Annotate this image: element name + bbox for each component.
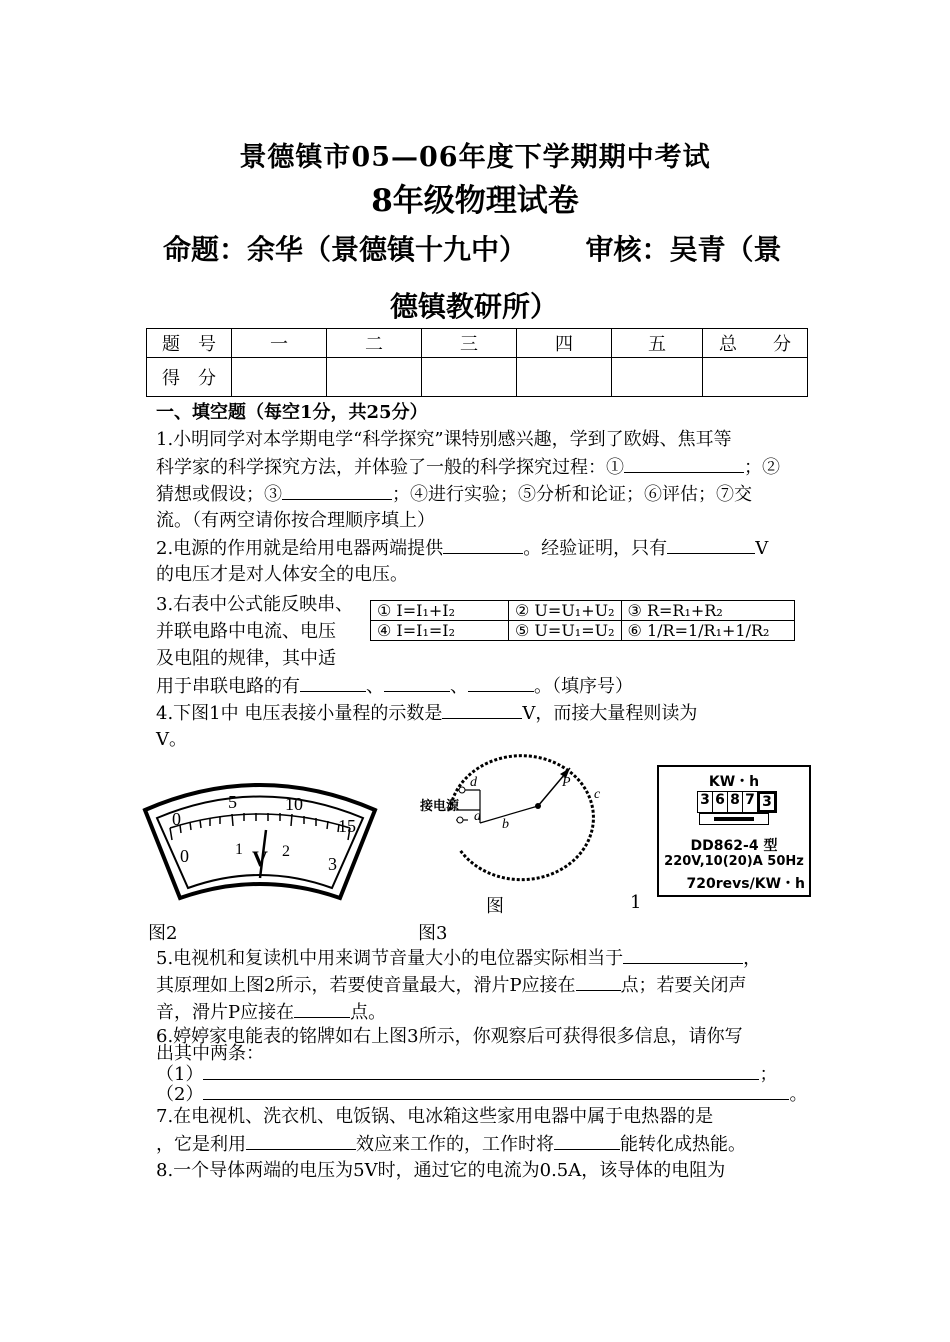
- q3-line2: 并联电路中电流、电压: [156, 621, 336, 642]
- blank[interactable]: [384, 673, 450, 692]
- meter-digit: 3: [698, 792, 713, 812]
- pot-source-label: 接电源: [420, 799, 460, 814]
- text: 音，滑片P应接在: [156, 1002, 295, 1023]
- text: 、: [366, 676, 384, 697]
- text: ；④进行实验；⑤分析和论证；⑥评估；⑦交: [392, 484, 752, 505]
- q8-line1: 8.一个导体两端的电压为5V时，通过它的电流为0.5A，该导体的电阻为: [156, 1160, 726, 1181]
- voltmeter-tick-bottom: 3: [328, 854, 337, 874]
- score-header-cell: 二: [327, 329, 422, 358]
- score-cell[interactable]: [517, 358, 612, 397]
- q6-line2: 出其中两条：: [156, 1043, 264, 1064]
- text: ；: [759, 1064, 778, 1085]
- score-cell[interactable]: [422, 358, 517, 397]
- exam-title: 景德镇市05—06年度下学期期中考试: [239, 142, 711, 173]
- pot-label: b: [502, 817, 509, 832]
- text: 2.电源的作用就是给用电器两端提供: [156, 538, 444, 559]
- q1-line4: 流。（有两空请你按合理顺序填上）: [156, 510, 435, 531]
- meter-digit: 8: [728, 792, 743, 812]
- blank[interactable]: [203, 1084, 789, 1100]
- q7-line2: [156, 1131, 746, 1158]
- text: ，: [743, 948, 762, 969]
- potentiometer-figure: [420, 748, 620, 888]
- q3-line1: 3.右表中公式能反映串、: [156, 594, 354, 615]
- voltmeter-unit: V: [252, 846, 268, 871]
- text: ；②: [744, 457, 780, 478]
- voltmeter-tick-bottom: 0: [180, 846, 189, 866]
- score-cell[interactable]: [327, 358, 422, 397]
- meter-digit: 6: [713, 792, 728, 812]
- q1-line2: [156, 454, 780, 481]
- meter-unit: KW・h: [708, 774, 760, 790]
- fig-caption-a: 图: [486, 896, 504, 917]
- fig3-label: 图3: [418, 923, 448, 944]
- score-header-cell: 总 分: [703, 329, 808, 358]
- pot-label: a: [474, 809, 481, 824]
- text: 点；若要关闭声: [620, 975, 747, 996]
- blank[interactable]: [442, 700, 522, 719]
- voltmeter-figure: [140, 770, 380, 905]
- score-header-cell: 五: [612, 329, 703, 358]
- blank[interactable]: [623, 945, 743, 964]
- score-header-cell: 题 号: [147, 329, 232, 358]
- score-table: [146, 328, 808, 397]
- q5-line3: [156, 999, 386, 1026]
- blank[interactable]: [667, 535, 755, 554]
- meter-digit: 3: [758, 792, 776, 812]
- pot-label: d: [470, 775, 477, 790]
- blank[interactable]: [468, 673, 534, 692]
- section-heading: 一、填空题（每空1分，共25分）: [156, 402, 428, 423]
- formula-table: [370, 600, 795, 641]
- text: 猜想或假设；③: [156, 484, 282, 505]
- meter-digit: 7: [743, 792, 758, 812]
- text: V: [755, 538, 769, 559]
- score-row-label: 得 分: [147, 358, 232, 397]
- pot-label: P: [562, 775, 571, 790]
- text: 。经验证明，只有: [523, 538, 668, 559]
- text: 科学家的科学探究方法，并体验了一般的科学探究过程：①: [156, 457, 624, 478]
- blank[interactable]: [576, 972, 621, 991]
- text: 4.下图1中 电压表接小量程的示数是: [156, 703, 443, 724]
- score-header-cell: 一: [232, 329, 327, 358]
- q6-answer-1: [156, 1064, 777, 1085]
- blank[interactable]: [554, 1131, 620, 1150]
- blank[interactable]: [294, 999, 350, 1018]
- text: 5.电视机和复读机中用来调节音量大小的电位器实际相当于: [156, 948, 624, 969]
- voltmeter-tick-top: 10: [285, 794, 303, 814]
- authors-line-1: 命题：余华（景德镇十九中） 审核：吴青（景: [163, 233, 782, 266]
- q7-line1: 7.在电视机、洗衣机、电饭锅、电冰箱这些家用电器中属于电热器的是: [156, 1106, 714, 1127]
- score-cell[interactable]: [703, 358, 808, 397]
- q5-line2: [156, 972, 747, 999]
- q5-line1: [156, 945, 761, 972]
- q4-line1: [156, 700, 697, 727]
- text: 能转化成热能。: [620, 1134, 746, 1155]
- score-header-cell: 三: [422, 329, 517, 358]
- score-header-cell: 四: [517, 329, 612, 358]
- q6-answer-2: [156, 1084, 807, 1105]
- formula-cell: ① I=I₁+I₂: [371, 601, 509, 621]
- blank[interactable]: [624, 454, 744, 473]
- text: 点。: [350, 1002, 387, 1023]
- blank[interactable]: [203, 1064, 759, 1080]
- exam-subtitle: 8年级物理试卷: [371, 183, 579, 219]
- fig2-label: 图2: [148, 923, 178, 944]
- q3-line4: [156, 673, 633, 700]
- voltmeter-tick-top: 15: [338, 816, 356, 836]
- text: 、: [450, 676, 468, 697]
- voltmeter-tick-top: 0: [172, 809, 181, 829]
- text: 其原理如上图2所示，若要使音量最大，滑片P应接在: [156, 975, 576, 996]
- q6-line1: 6.婷婷家电能表的铭牌如右上图3所示，你观察后可获得很多信息，请你写: [156, 1026, 743, 1047]
- text: ，它是利用: [156, 1134, 246, 1155]
- meter-rating: 220V,10(20)A 50Hz: [664, 854, 804, 869]
- blank[interactable]: [282, 481, 392, 500]
- voltmeter-tick-bottom: 2: [282, 843, 290, 860]
- q1-line3: [156, 481, 752, 508]
- score-cell[interactable]: [612, 358, 703, 397]
- formula-cell: ② U=U₁+U₂: [509, 601, 622, 621]
- formula-cell: ⑥ 1/R=1/R₁+1/R₂: [621, 621, 794, 641]
- formula-cell: ④ I=I₁=I₂: [371, 621, 509, 641]
- fig-caption-b: 1: [630, 892, 642, 913]
- q2-line2: 的电压才是对人体安全的电压。: [156, 564, 408, 585]
- score-cell[interactable]: [232, 358, 327, 397]
- q4-line2: V。: [156, 729, 187, 750]
- blank[interactable]: [246, 1131, 356, 1150]
- text: 用于串联电路的有: [156, 676, 300, 697]
- meter-digits: [697, 791, 777, 813]
- voltmeter-tick-bottom: 1: [235, 841, 243, 858]
- authors-line-2: 德镇教研所）: [390, 290, 559, 323]
- formula-cell: ③ R=R₁+R₂: [621, 601, 794, 621]
- meter-model: DD862-4 型: [690, 838, 778, 854]
- voltmeter-tick-top: 5: [228, 792, 237, 812]
- formula-cell: ⑤ U=U₁=U₂: [509, 621, 622, 641]
- meter-revs: 720revs/KW・h: [686, 876, 805, 892]
- text: （1）: [156, 1064, 204, 1085]
- pot-label: c: [594, 787, 601, 802]
- meter-window: [699, 813, 769, 825]
- energy-meter-figure: [657, 765, 811, 897]
- text: 。（填序号）: [534, 676, 633, 697]
- text: V，而接大量程则读为: [522, 703, 698, 724]
- q1-line1: 1.小明同学对本学期电学“科学探究”课特别感兴趣，学到了欧姆、焦耳等: [156, 429, 732, 450]
- text: 。: [789, 1084, 808, 1105]
- text: 效应来工作的，工作时将: [356, 1134, 554, 1155]
- meter-disc: [714, 817, 754, 821]
- q2-line1: [156, 535, 768, 562]
- blank[interactable]: [300, 673, 366, 692]
- text: （2）: [156, 1084, 204, 1105]
- blank[interactable]: [443, 535, 523, 554]
- q3-line3: 及电阻的规律，其中适: [156, 648, 336, 669]
